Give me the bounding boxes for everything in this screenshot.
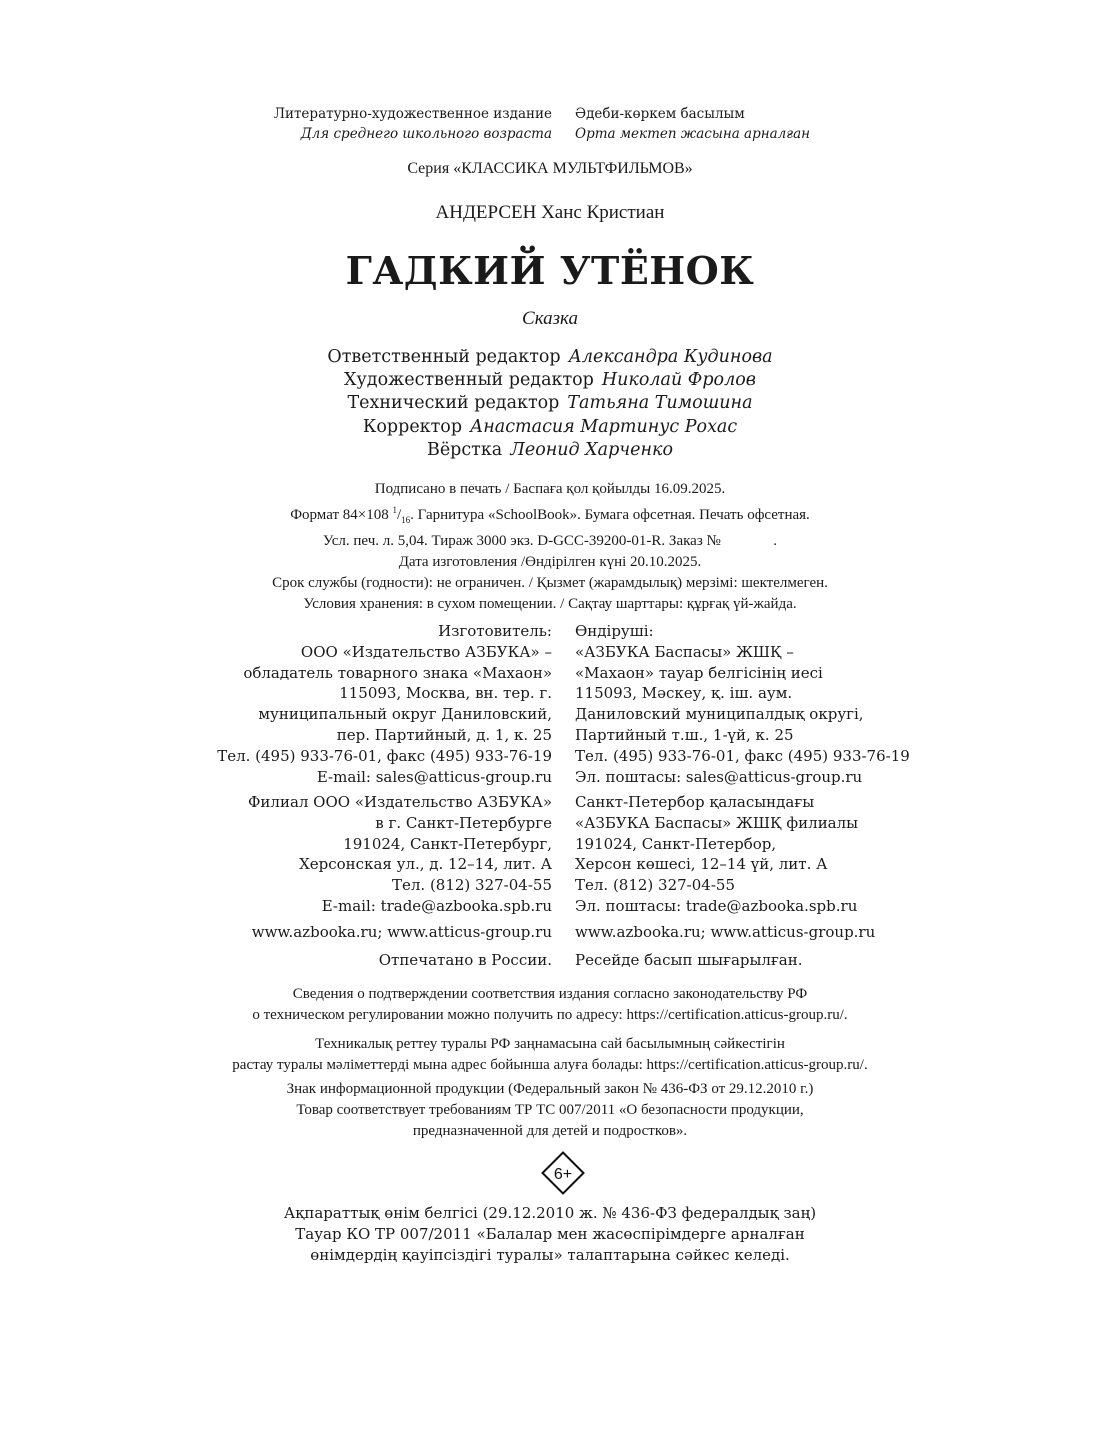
- branch-ru-email: E-mail: trade@azbooka.spb.ru: [321, 896, 552, 915]
- genre-label: Сказка: [522, 308, 578, 329]
- branch-ru-line: 191024, Санкт-Петербург,: [343, 834, 552, 853]
- credit-name: Анастасия Мартинус Рохас: [470, 416, 738, 437]
- certification-kz-line1: Техникалық реттеу туралы РФ заңнамасына сай басылымның сәйкестігін: [315, 1036, 785, 1052]
- law-ru-line: Товар соответствует требованиям ТР ТС 007/2011 «О безопасности продукции,: [296, 1102, 804, 1118]
- printed-in-ru: Отпечатано в России.: [378, 951, 552, 969]
- book-title: ГАДКИЙ УТЁНОК: [345, 248, 755, 293]
- format-line: Формат 84×108 $^1/_{16}$. Гарнитура «SchoolBook». Бумага офсетная. Печать офсетная.: [290, 505, 810, 525]
- manufacturer-kz-line: «Махаон» тауар белгісінің иесі: [575, 663, 823, 682]
- credit-name: Леонид Харченко: [510, 439, 674, 460]
- credit-row: [0, 392, 1100, 415]
- certification-ru-line2: о техническом регулировании можно получить по адресу: https://certification.atticus-group.ru/.: [252, 1007, 848, 1023]
- edition-type-kz: [575, 104, 810, 144]
- credit-row: [0, 369, 1100, 392]
- manufacturer-kz: [575, 621, 910, 787]
- law-kz-line: өнімдердің қауіпсіздігі туралы» талаптарына сәйкес келеді.: [310, 1246, 790, 1264]
- certification-ru: [0, 984, 1100, 1026]
- manufacturer-ru-line: обладатель товарного знака «Махаон»: [243, 663, 552, 682]
- manufacturer-ru-line: ООО «Издательство АЗБУКА» –: [300, 642, 552, 661]
- branch-ru-line: в г. Санкт-Петербурге: [375, 813, 552, 832]
- printed-in-kz: Ресейде басып шығарылған.: [575, 951, 803, 969]
- websites-ru: www.azbooka.ru; www.atticus-group.ru: [251, 923, 552, 941]
- branch-kz-line: Тел. (812) 327-04-55: [575, 876, 735, 895]
- websites-kz: www.azbooka.ru; www.atticus-group.ru: [575, 923, 876, 941]
- imprint-block: [0, 479, 1100, 615]
- info-product-law-ru: [0, 1079, 1100, 1142]
- manufacturer-kz-line: Партийный т.ш., 1-үй, к. 25: [575, 725, 794, 744]
- manufacturer-kz-line: Даниловский муниципалдық округі,: [575, 705, 864, 724]
- age-group-ru: Для среднего школьного возраста: [300, 126, 552, 142]
- branch-ru-line: Херсонская ул., д. 12–14, лит. А: [299, 855, 552, 874]
- certification-kz: [0, 1034, 1100, 1076]
- info-product-law-kz: [0, 1203, 1100, 1266]
- manufacturer-kz-email: Эл. поштасы: sales@atticus-group.ru: [575, 767, 863, 786]
- series-title: Серия «КЛАССИКА МУЛЬТФИЛЬМОВ»: [407, 160, 693, 177]
- age-rating-text: 6+: [553, 1166, 573, 1183]
- branch-ru-line: Тел. (812) 327-04-55: [392, 876, 552, 895]
- age-rating-badge: [541, 1151, 585, 1195]
- credit-role: Ответственный редактор: [327, 347, 561, 367]
- credit-role: Корректор: [362, 416, 463, 437]
- branch-kz-line: 191024, Санкт-Петербор,: [575, 834, 777, 853]
- manufacturer-ru-line: Изготовитель:: [438, 622, 552, 640]
- diamond-icon: [541, 1151, 585, 1195]
- branch-kz-line: Херсон көшесі, 12–14 үй, лит. А: [575, 855, 828, 874]
- edition-type-ru-label: Литературно-художественное издание: [273, 106, 552, 122]
- shelf-life: Срок службы (годности): не ограничен. / Қызмет (жарамдылық) мерзімі: шектелмеген.: [272, 575, 828, 591]
- manufacturer-kz-line: 115093, Мәскеу, қ. іш. аум.: [575, 684, 793, 703]
- format-numerator: 1: [392, 505, 397, 515]
- credit-row: [0, 439, 1100, 462]
- credit-role: Художественный редактор: [344, 370, 594, 391]
- branch-kz: [575, 792, 858, 917]
- manufacturer-ru-line: пер. Партийный, д. 1, к. 25: [336, 725, 552, 744]
- credit-role: Технический редактор: [347, 393, 560, 414]
- law-ru-line: Знак информационной продукции (Федеральный закон № 436-ФЗ от 29.12.2010 г.): [286, 1081, 814, 1097]
- format-denominator: 16: [401, 515, 411, 525]
- certification-block: [0, 984, 1100, 1084]
- branch-ru-line: Филиал ООО «Издательство АЗБУКА»: [247, 793, 552, 811]
- manufacturer-kz-line: Тел. (495) 933-76-01, факс (495) 933-76-19: [575, 746, 910, 765]
- manufacturer-ru-line: Тел. (495) 933-76-01, факс (495) 933-76-19: [217, 746, 552, 765]
- credit-row: [0, 346, 1100, 369]
- manufacturer-ru: [217, 621, 552, 787]
- law-ru-line: предназначенной для детей и подростков».: [412, 1123, 688, 1139]
- manufacturer-ru-line: муниципальный округ Даниловский,: [258, 705, 552, 724]
- law-kz-line: Ақпараттық өнім белгісі (29.12.2010 ж. № 436-ФЗ федералдық заң): [283, 1204, 817, 1222]
- credits-list: [0, 346, 1100, 462]
- certification-ru-line1: Сведения о подтверждении соответствия издания согласно законодательству РФ: [292, 986, 808, 1002]
- certification-kz-line2: растау туралы мәліметтерді мына адрес бойынша алуға болады: https://certification.atticus-group.ru/.: [232, 1057, 868, 1073]
- credit-role: Вёрстка: [426, 439, 503, 460]
- format-prefix: Формат 84×108: [290, 507, 389, 523]
- edition-type-ru: [274, 104, 552, 144]
- branch-kz-email: Эл. поштасы: trade@azbooka.spb.ru: [575, 896, 858, 915]
- credit-name: Александра Кудинова: [568, 347, 773, 367]
- manufacturer-kz-line: Өндіруші:: [575, 622, 654, 640]
- branch-kz-line: «АЗБУКА Баспасы» ЖШҚ филиалы: [575, 813, 859, 832]
- manufacture-date: Дата изготовления /Өндірілген күні 20.10.2025.: [398, 554, 702, 570]
- format-suffix: . Гарнитура «SchoolBook». Бумага офсетная. Печать офсетная.: [410, 507, 810, 523]
- credit-name: Татьяна Тимошина: [567, 393, 753, 414]
- branch-kz-line: Санкт-Петербор қаласындағы: [575, 793, 815, 811]
- author-name: АНДЕРСЕН Ханс Кристиан: [435, 202, 665, 223]
- manufacturer-ru-line: 115093, Москва, вн. тер. г.: [339, 684, 552, 703]
- credit-row: [0, 416, 1100, 439]
- age-group-kz: Орта мектеп жасына арналған: [575, 126, 811, 142]
- branch-ru: [248, 792, 552, 917]
- print-sheets: Усл. печ. л. 5,04. Тираж 3000 экз. D-GCC-39200-01-R. Заказ № .: [322, 533, 778, 549]
- manufacturer-ru-email: E-mail: sales@atticus-group.ru: [316, 767, 552, 786]
- credit-name: Николай Фролов: [601, 370, 756, 391]
- manufacturer-kz-line: «АЗБУКА Баспасы» ЖШҚ –: [575, 642, 794, 661]
- edition-type-kz-label: Әдеби-көркем басылым: [575, 106, 745, 122]
- storage-conditions: Условия хранения: в сухом помещении. / Сақтау шарттары: құрғақ үй-жайда.: [303, 596, 797, 612]
- signed-date: Подписано в печать / Баспаға қол қойылды 16.09.2025.: [374, 481, 726, 497]
- law-kz-line: Тауар КО ТР 007/2011 «Балалар мен жасөспірімдерге арналған: [295, 1225, 805, 1243]
